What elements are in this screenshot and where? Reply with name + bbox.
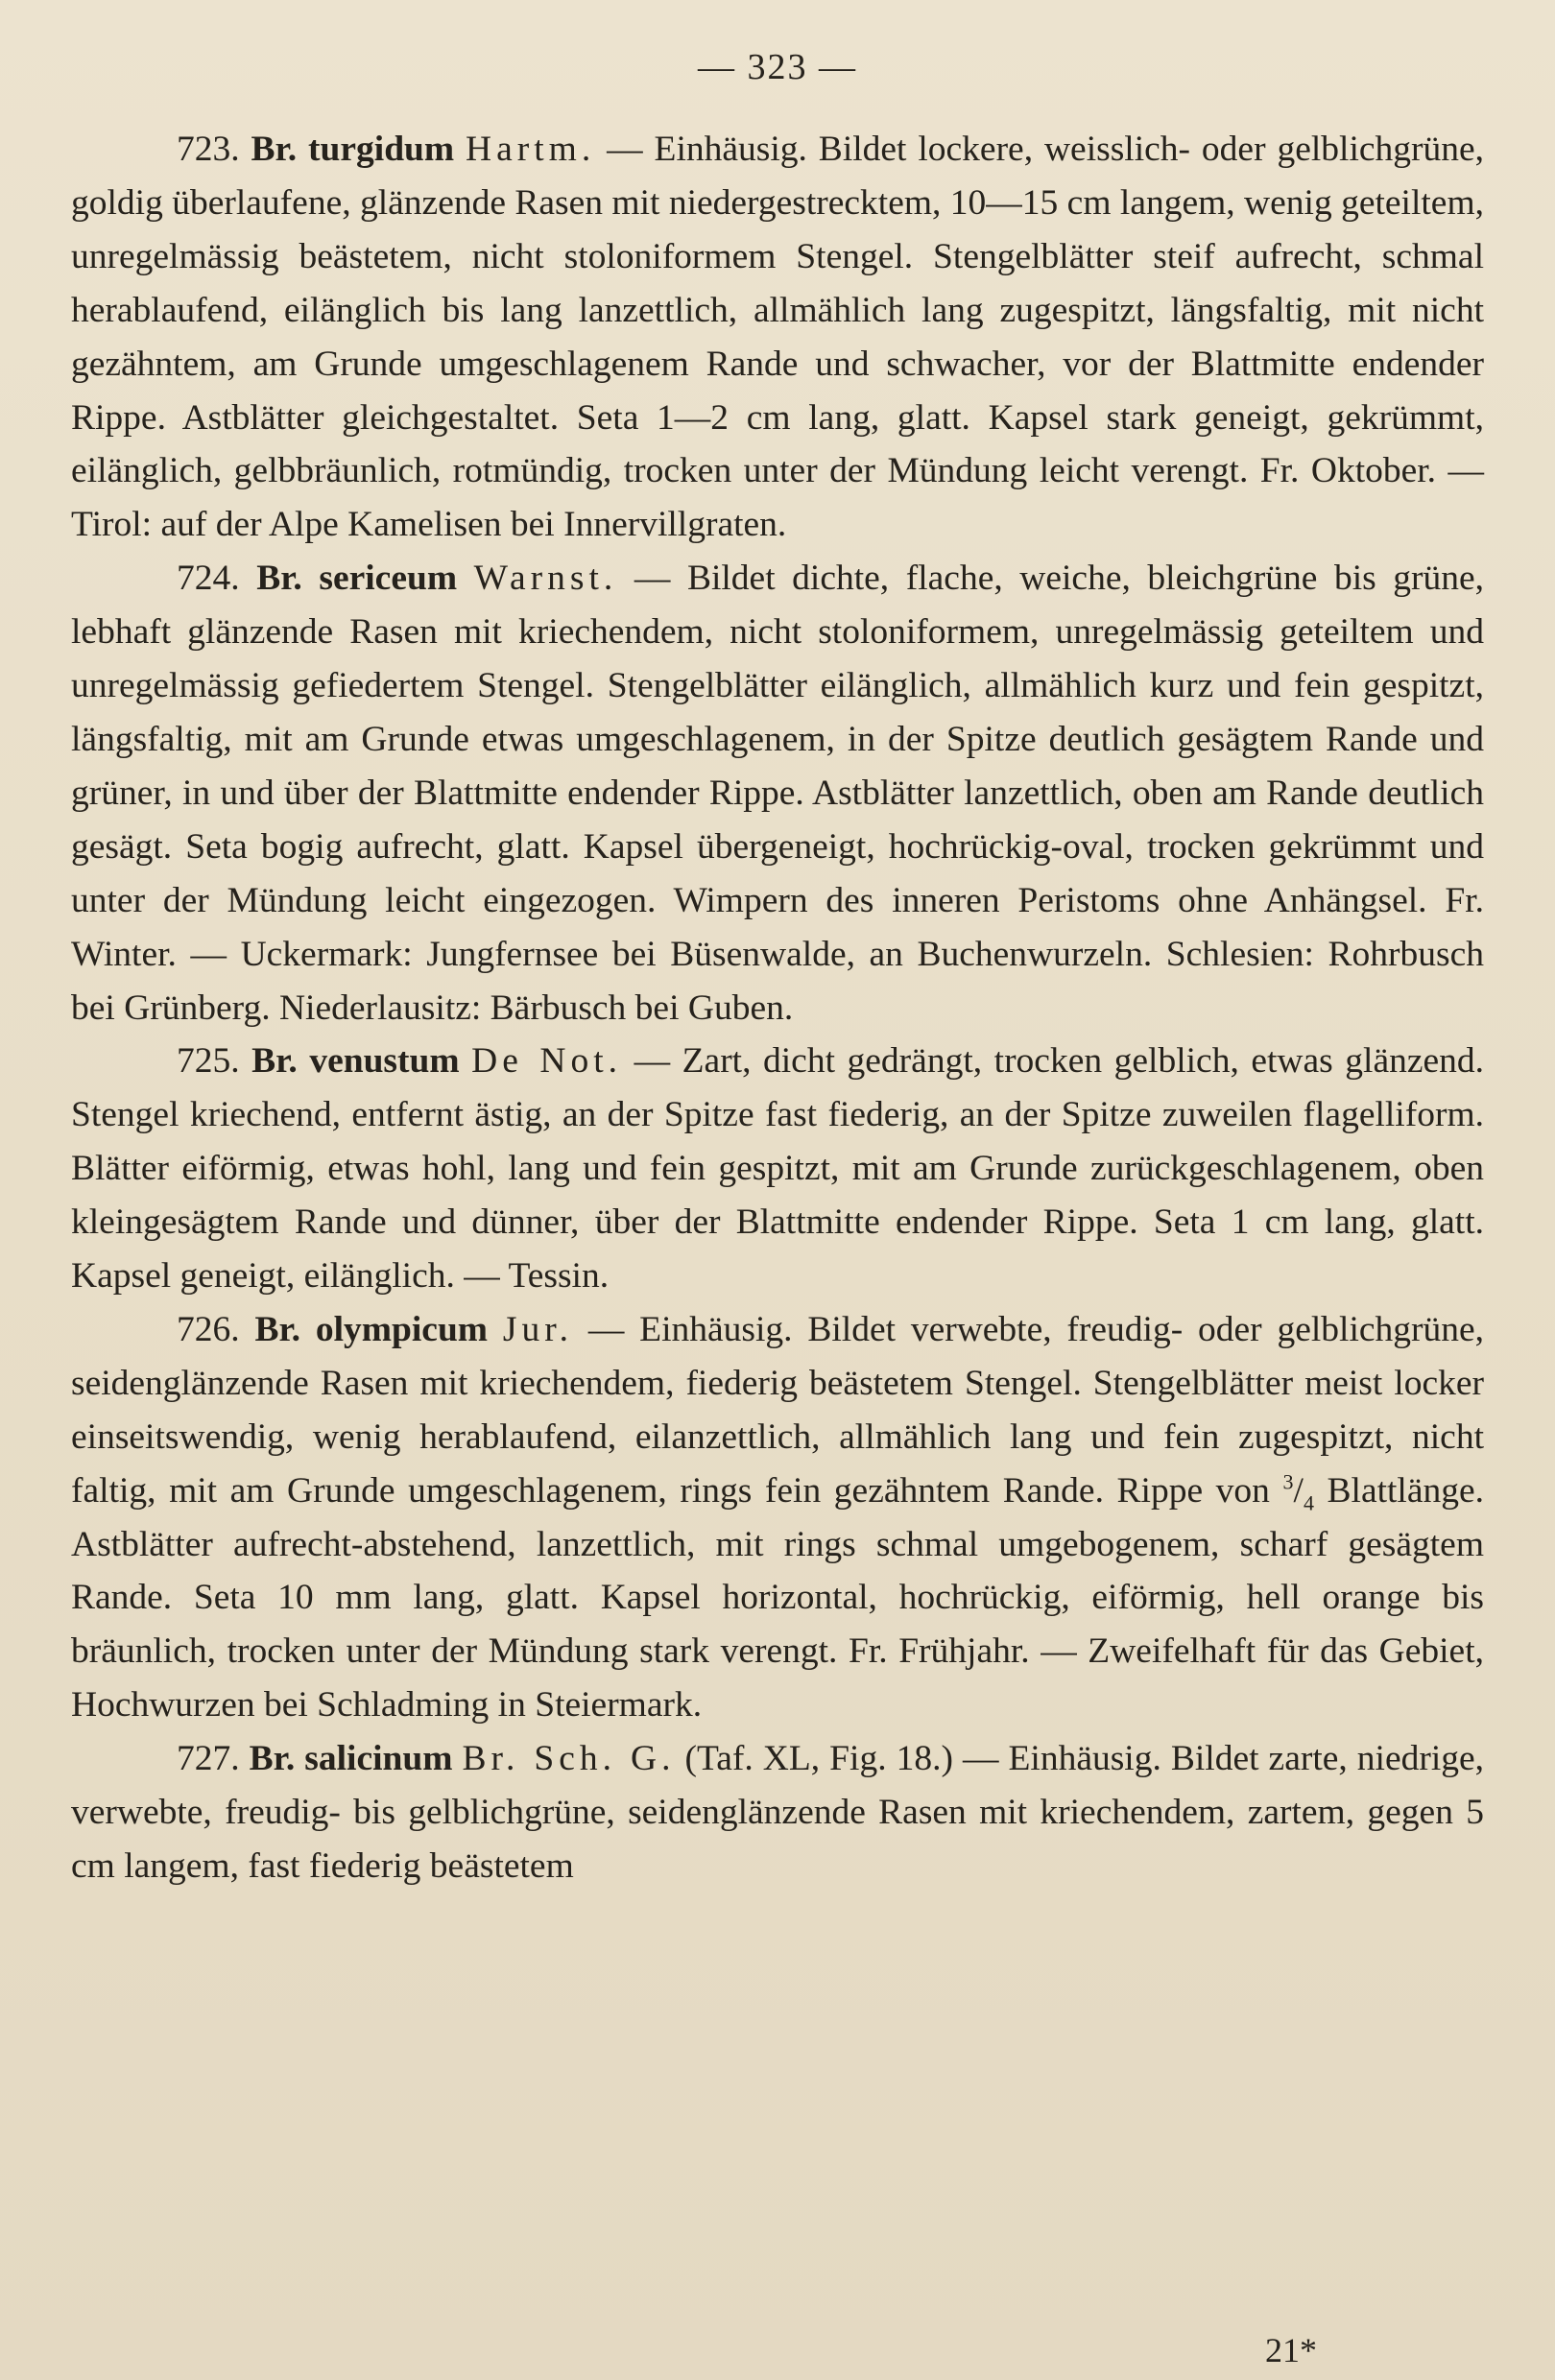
entry-number: 724. [177,559,240,599]
entry-description: (Taf. XL, Fig. 18.) — Einhäusig. Bildet zarte, niedrige, verwebte, freudig- bis gelblichgrüne, seidenglänzende Rasen mit kriechendem, zartem, gegen 5 cm langem, fast fiederig beästetem [71,1739,1485,1886]
species-name: turgidum [308,130,455,169]
entry-description-continued: Blattlänge. Astblätter aufrecht-abstehend, lanzettlich, mit rings schmal umgebogenem, scharf gesägtem Rande. Seta 10 mm lang, glatt. Kapsel horizontal, hochrückig, eiförmig, hell orange bis bräunlich, trocken unter der Mündung stark verengt. Fr. Frühjahr. — Zweifelhaft für das Gebiet, Hochwurzen bei Schladming in Steiermark. [71,1470,1485,1726]
author-name: Warnst. [473,559,618,599]
entry-description: — Zart, dicht gedrängt, trocken gelblich, etwas glänzend. Stengel kriechend, entfernt ästig, an der Spitze fast fiederig, an der Spitze zuweilen flagelliform. Blätter eiförmig, etwas hohl, lang und fein gespitzt, mit am Grunde zurückgeschlagenem, oben kleingesägtem Rande und dünner, über der Blattmitte endender Rippe. Seta 1 cm lang, glatt. Kapsel geneigt, eilänglich. — Tessin. [71,1041,1485,1297]
genus-abbrev: Br. [249,1739,296,1779]
fraction-denominator: 4 [1303,1490,1314,1515]
author-name: De Not. [471,1041,623,1082]
page-body [71,123,1484,1893]
entry-number: 726. [177,1309,240,1349]
species-entry-726 [71,1303,1484,1732]
species-entry-723 [71,123,1484,552]
author-name: Br. Sch. G. [462,1739,676,1779]
genus-abbrev: Br. [251,130,298,169]
author-name: Jur. [502,1309,574,1349]
species-name: venustum [309,1041,460,1082]
author-name: Hartm. [466,130,596,169]
genus-abbrev: Br. [254,1309,301,1349]
entry-description: — Einhäusig. Bildet lockere, weisslich- oder gelblichgrüne, goldig überlaufene, glänzende Rasen mit niedergestrecktem, 10—15 cm langem, wenig geteiltem, unregelmässig beästetem, nicht stoloniformem Stengel. Stengelblätter steif aufrecht, schmal herablaufend, eilänglich bis lang lanzettlich, allmählich lang zugespitzt, längsfaltig, mit nicht gezähntem, am Grunde umgeschlagenem Rande und schwacher, vor der Blattmitte endender Rippe. Astblätter gleichgestaltet. Seta 1—2 cm lang, glatt. Kapsel stark geneigt, gekrümmt, eilänglich, gelbbräunlich, rotmündig, trocken unter der Mündung leicht verengt. Fr. Oktober. — Tirol: auf der Alpe Kamelisen bei Innervillgraten. [71,130,1485,545]
entry-description: — Einhäusig. Bildet verwebte, freudig- oder gelblichgrüne, seidenglänzende Rasen mit kriechendem, fiederig beästetem Stengel. Stengelblätter meist locker einseitswendig, wenig herablaufend, eilanzettlich, allmählich lang und fein zugespitzt, nicht faltig, mit am Grunde umgeschlagenem, rings fein gezähntem Rande. Rippe von [71,1309,1485,1511]
species-name: olympicum [315,1309,489,1349]
entry-description: — Bildet dichte, flache, weiche, bleichgrüne bis grüne, lebhaft glänzende Rasen mit kriechendem, nicht stoloniformem, unregelmässig geteiltem und unregelmässig gefiedertem Stengel. Stengelblätter eilänglich, allmählich kurz und fein gespitzt, längsfaltig, mit am Grunde etwas umgeschlagenem, in der Spitze deutlich gesägtem Rande und grüner, in und über der Blattmitte endender Rippe. Astblätter lanzettlich, oben am Rande deutlich gesägt. Seta bogig aufrecht, glatt. Kapsel übergeneigt, hochrückig-oval, trocken gekrümmt und unter der Mündung leicht eingezogen. Wimpern des inneren Peristoms ohne Anhängsel. Fr. Winter. — Uckermark: Jungfernsee bei Büsenwalde, an Buchenwurzeln. Schlesien: Rohrbusch bei Grünberg. Niederlausitz: Bärbusch bei Guben. [71,559,1485,1028]
genus-abbrev: Br. [251,1041,298,1082]
species-entry-724 [71,552,1484,1035]
species-name: sericeum [319,559,458,599]
fraction-numerator: 3 [1282,1469,1294,1494]
sheet-signature: 21* [1265,2331,1317,2369]
species-entry-725 [71,1035,1484,1303]
entry-number: 727. [177,1739,240,1779]
entry-number: 723. [177,130,240,169]
fraction-three-quarters: $^3/_4$ [1282,1469,1314,1515]
species-entry-727 [71,1732,1484,1893]
page-number: — 323 — [698,47,857,87]
species-name: salicinum [304,1739,453,1779]
genus-abbrev: Br. [256,559,302,599]
entry-number: 725. [177,1041,240,1082]
